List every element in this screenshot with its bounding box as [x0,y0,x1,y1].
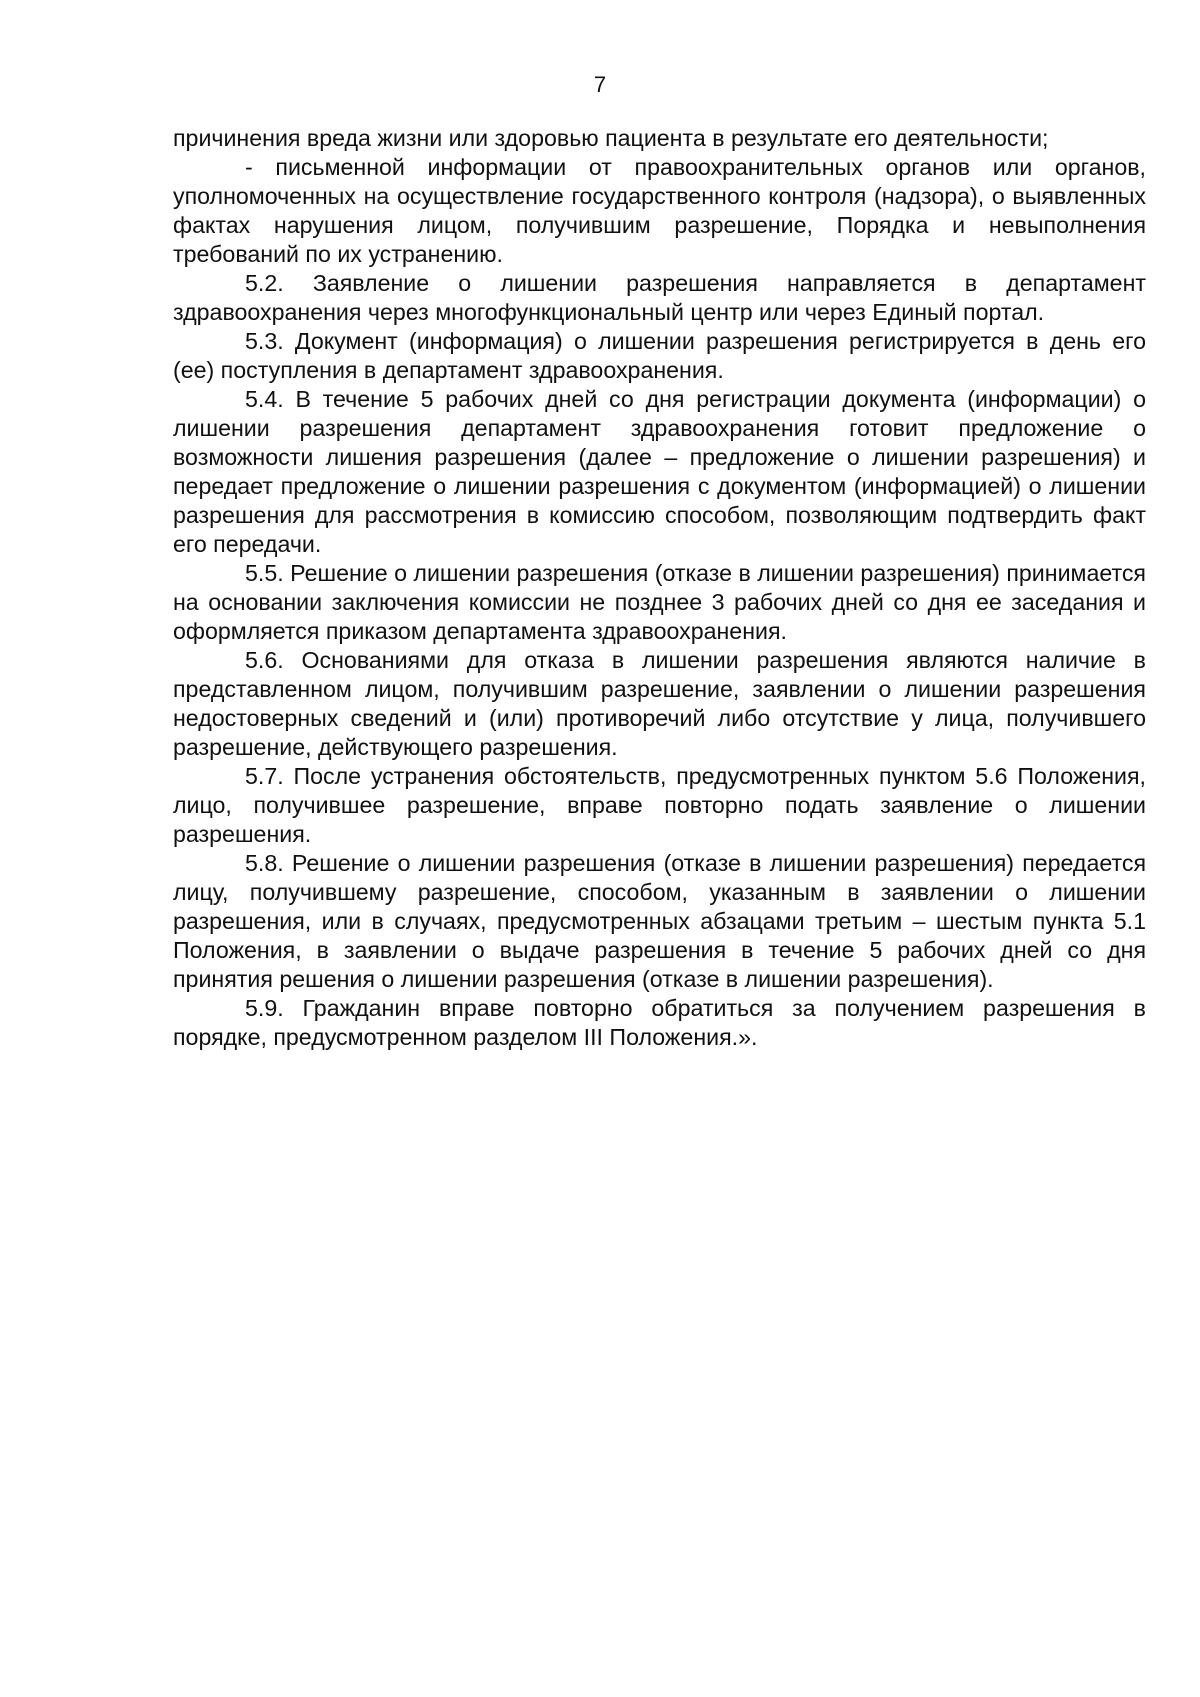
paragraph-5-5: 5.5. Решение о лишении разрешения (отказе в лишении разрешения) принимается на основании заключения комиссии не позднее 3 рабочих дней со дня ее заседания и оформляется приказом департамента здравоохранения. [173,560,1146,644]
paragraph-5-6: 5.6. Основаниями для отказа в лишении разрешения являются наличие в представленном лицом, получившим разрешение, заявлении о лишении разрешения недостоверных сведений и (или) противоречий либо отсутствие у лица, получившего разрешение, действующего разрешения. [173,647,1146,760]
page-number: 7 [593,72,607,97]
paragraph-5-9: 5.9. Гражданин вправе повторно обратиться за получением разрешения в порядке, предусмотренном разделом III Положения.». [173,995,1146,1050]
paragraph-written-info: - письменной информации от правоохранительных органов или органов, уполномоченных на осуществление государственного контроля (надзора), о выявленных фактах нарушения лицом, получившим разрешение, Порядка и невыполнения требований по их устранению. [173,154,1146,267]
paragraph-5-2: 5.2. Заявление о лишении разрешения направляется в департамент здравоохранения через многофункциональный центр или через Единый портал. [173,270,1146,325]
paragraph-5-4: 5.4. В течение 5 рабочих дней со дня регистрации документа (информации) о лишении разрешения департамент здравоохранения готовит предложение о возможности лишения разрешения (далее – предложение о лишении разрешения) и передает предложение о лишении разрешения с документом (информацией) о лишении разрешения для рассмотрения в комиссию способом, позволяющим подтвердить факт его передачи. [173,386,1146,557]
paragraph-continuation: причинения вреда жизни или здоровью пациента в результате его деятельности; [173,125,1049,151]
paragraph-5-3: 5.3. Документ (информация) о лишении разрешения регистрируется в день его (ее) поступления в департамент здравоохранения. [173,328,1146,383]
paragraph-5-8: 5.8. Решение о лишении разрешения (отказе в лишении разрешения) передается лицу, получившему разрешение, способом, указанным в заявлении о лишении разрешения, или в случаях, предусмотренных абзацами третьим – шестым пункта 5.1 Положения, в заявлении о выдаче разрешения в течение 5 рабочих дней со дня принятия решения о лишении разрешения (отказе в лишении разрешения). [173,850,1146,992]
document-body [173,124,1146,1052]
paragraph-5-7: 5.7. После устранения обстоятельств, предусмотренных пунктом 5.6 Положения, лицо, получившее разрешение, вправе повторно подать заявление о лишении разрешения. [173,763,1146,847]
